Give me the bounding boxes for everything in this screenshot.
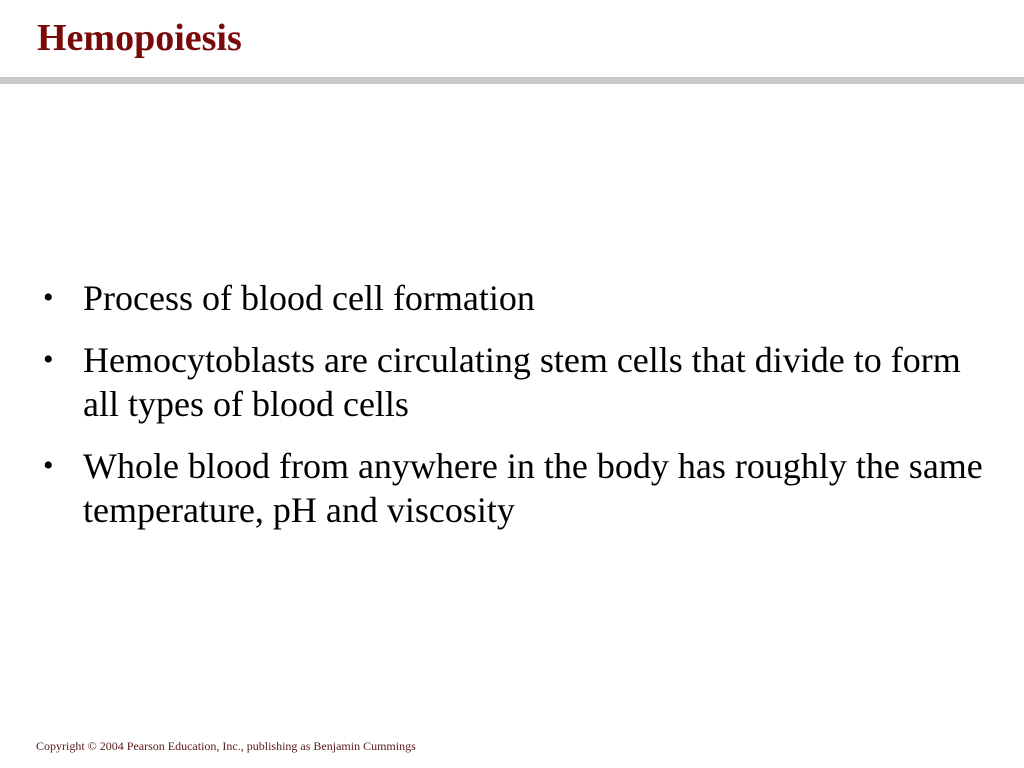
bullet-item (40, 444, 1000, 532)
bullet-dot-icon: • (43, 343, 54, 376)
title-divider (0, 77, 1024, 84)
bullet-dot-icon: • (43, 449, 54, 482)
bullet-item (40, 338, 1000, 426)
bullet-dot-icon: • (43, 281, 54, 314)
bullet-item (40, 276, 1000, 320)
slide-title: Hemopoiesis (37, 17, 242, 59)
copyright-footer: Copyright © 2004 Pearson Education, Inc., publishing as Benjamin Cummings (36, 739, 416, 753)
bullet-list (40, 276, 1000, 550)
bullet-text: Process of blood cell formation (83, 278, 535, 318)
bullet-text: Whole blood from anywhere in the body has roughly the same temperature, pH and viscosity (83, 446, 983, 530)
bullet-text: Hemocytoblasts are circulating stem cells that divide to form all types of blood cells (83, 340, 961, 424)
